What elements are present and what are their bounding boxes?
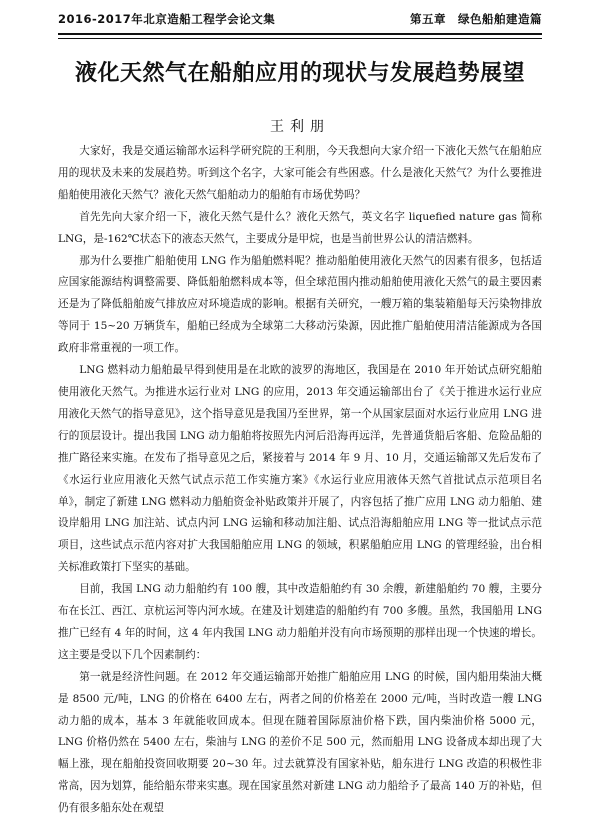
article-body: [58, 141, 542, 820]
header-chapter-title: 第五章 绿色船舶建造篇: [410, 12, 542, 26]
paragraph: 那为什么要推广船舶使用 LNG 作为船舶燃料呢？推动船舶使用液化天然气的因素有很多，包括适应国家能源结构调整需要、降低船舶燃料成本等，但全球范围内推动船舶使用液化天然气的最主要因素还是为了降低船舶废气排放应对环境造成的影响。根据有关研究，一艘万箱的集装箱船每天污染物排放等同于 15~20 万辆货车，船舶已经成为全球第二大移动污染源，因此推广船舶使用清洁能源成为各国政府非常重视的一项工作。: [58, 254, 542, 355]
paragraph: LNG 燃料动力船舶最早得到使用是在北欧的波罗的海地区，我国是在 2010 年开始试点研究船舶使用液化天然气。为推进水运行业对 LNG 的应用，2013 年交通运输部出台了《关于推进水运行业应用液化天然气的指导意见》，这个指导意见是我国乃至世界，第一个从国家层面对水运行业应用 LNG 进行的顶层设计。提出我国 LNG 动力船舶将按照先内河后沿海再远洋，先普通货船后客船、危险品船的推广路径来实施。在发布了指导意见之后，紧接着与 2014 年 9 月、10 月，交通运输部又先后发布了《水运行业应用液化天然气试点示范工作实施方案》《水运行业应用液体天然气首批试点示范项目名单》，制定了新建 LNG 燃料动力船舶资金补贴政策并开展了，内容包括了推广应用 LNG 动力船舶、建设岸船用 LNG 加注站、试点内河 LNG 运输和移动加注船、试点沿海船舶应用 LNG 等一批试点示范项目，这些试点示范内容对扩大我国船舶应用 LNG 的领域，积累船舶应用 LNG 的管理经验，出台相关标准政策打下坚实的基础。: [58, 364, 542, 574]
running-header: [58, 6, 542, 32]
paragraph: 首先先向大家介绍一下，液化天然气是什么？液化天然气，英文名字 liquefied nature gas 简称 LNG，是-162℃状态下的液态天然气，主要成分是甲烷，也是当前世界公认的清洁燃料。: [58, 210, 542, 245]
paragraph: 目前，我国 LNG 动力船舶约有 100 艘，其中改造船舶约有 30 余艘，新建船舶约 70 艘，主要分布在长江、西江、京杭运河等内河水域。在建及计划建造的船舶约有 700 多艘。虽然，我国船用 LNG 推广已经有 4 年的时间，这 4 年内我国 LNG 动力船舶并没有向市场预期的那样出现一个快速的增长。这主要是受以下几个因素制约：: [58, 583, 542, 661]
article-title: 液化天然气在船舶应用的现状与发展趋势展望: [74, 61, 525, 86]
paragraph: 第一就是经济性问题。在 2012 年交通运输部开始推广船舶应用 LNG 的时候，国内船用柴油大概是 8500 元/吨，LNG 的价格在 6400 左右，两者之间的价格差在 2000 元/吨，当时改造一艘 LNG 动力船的成本，基本 3 年就能收回成本。但现在随着国际原油价格下跌，国内柴油价格 5000 元，LNG 价格仍然在 5400 左右，柴油与 LNG 的差价不足 500 元，然而船用 LNG 设备成本却出现了大幅上涨，现在船舶投资回收期要 20~30 年。过去就算没有国家补贴，船东进行 LNG 改造的积极性非常高，因为划算，能给船东带来实惠。现在国家虽然对新建 LNG 动力船给予了最高 140 万的补贴，但仍有很多船东处在观望: [58, 670, 542, 815]
header-rule-thin: [58, 38, 542, 39]
article-author: 王利朋: [270, 119, 330, 135]
header-proceedings-title: 2016-2017年北京造船工程学会论文集: [58, 12, 276, 26]
header-rule-thick: [58, 33, 542, 35]
paragraph: 大家好，我是交通运输部水运科学研究院的王利朋，今天我想向大家介绍一下液化天然气在船舶应用的现状及未来的发展趋势。听到这个名字，大家可能会有些困惑。什么是液化天然气？为什么要推进船舶使用液化天然气？液化天然气船舶动力的船舶有市场优势吗？: [58, 145, 542, 201]
